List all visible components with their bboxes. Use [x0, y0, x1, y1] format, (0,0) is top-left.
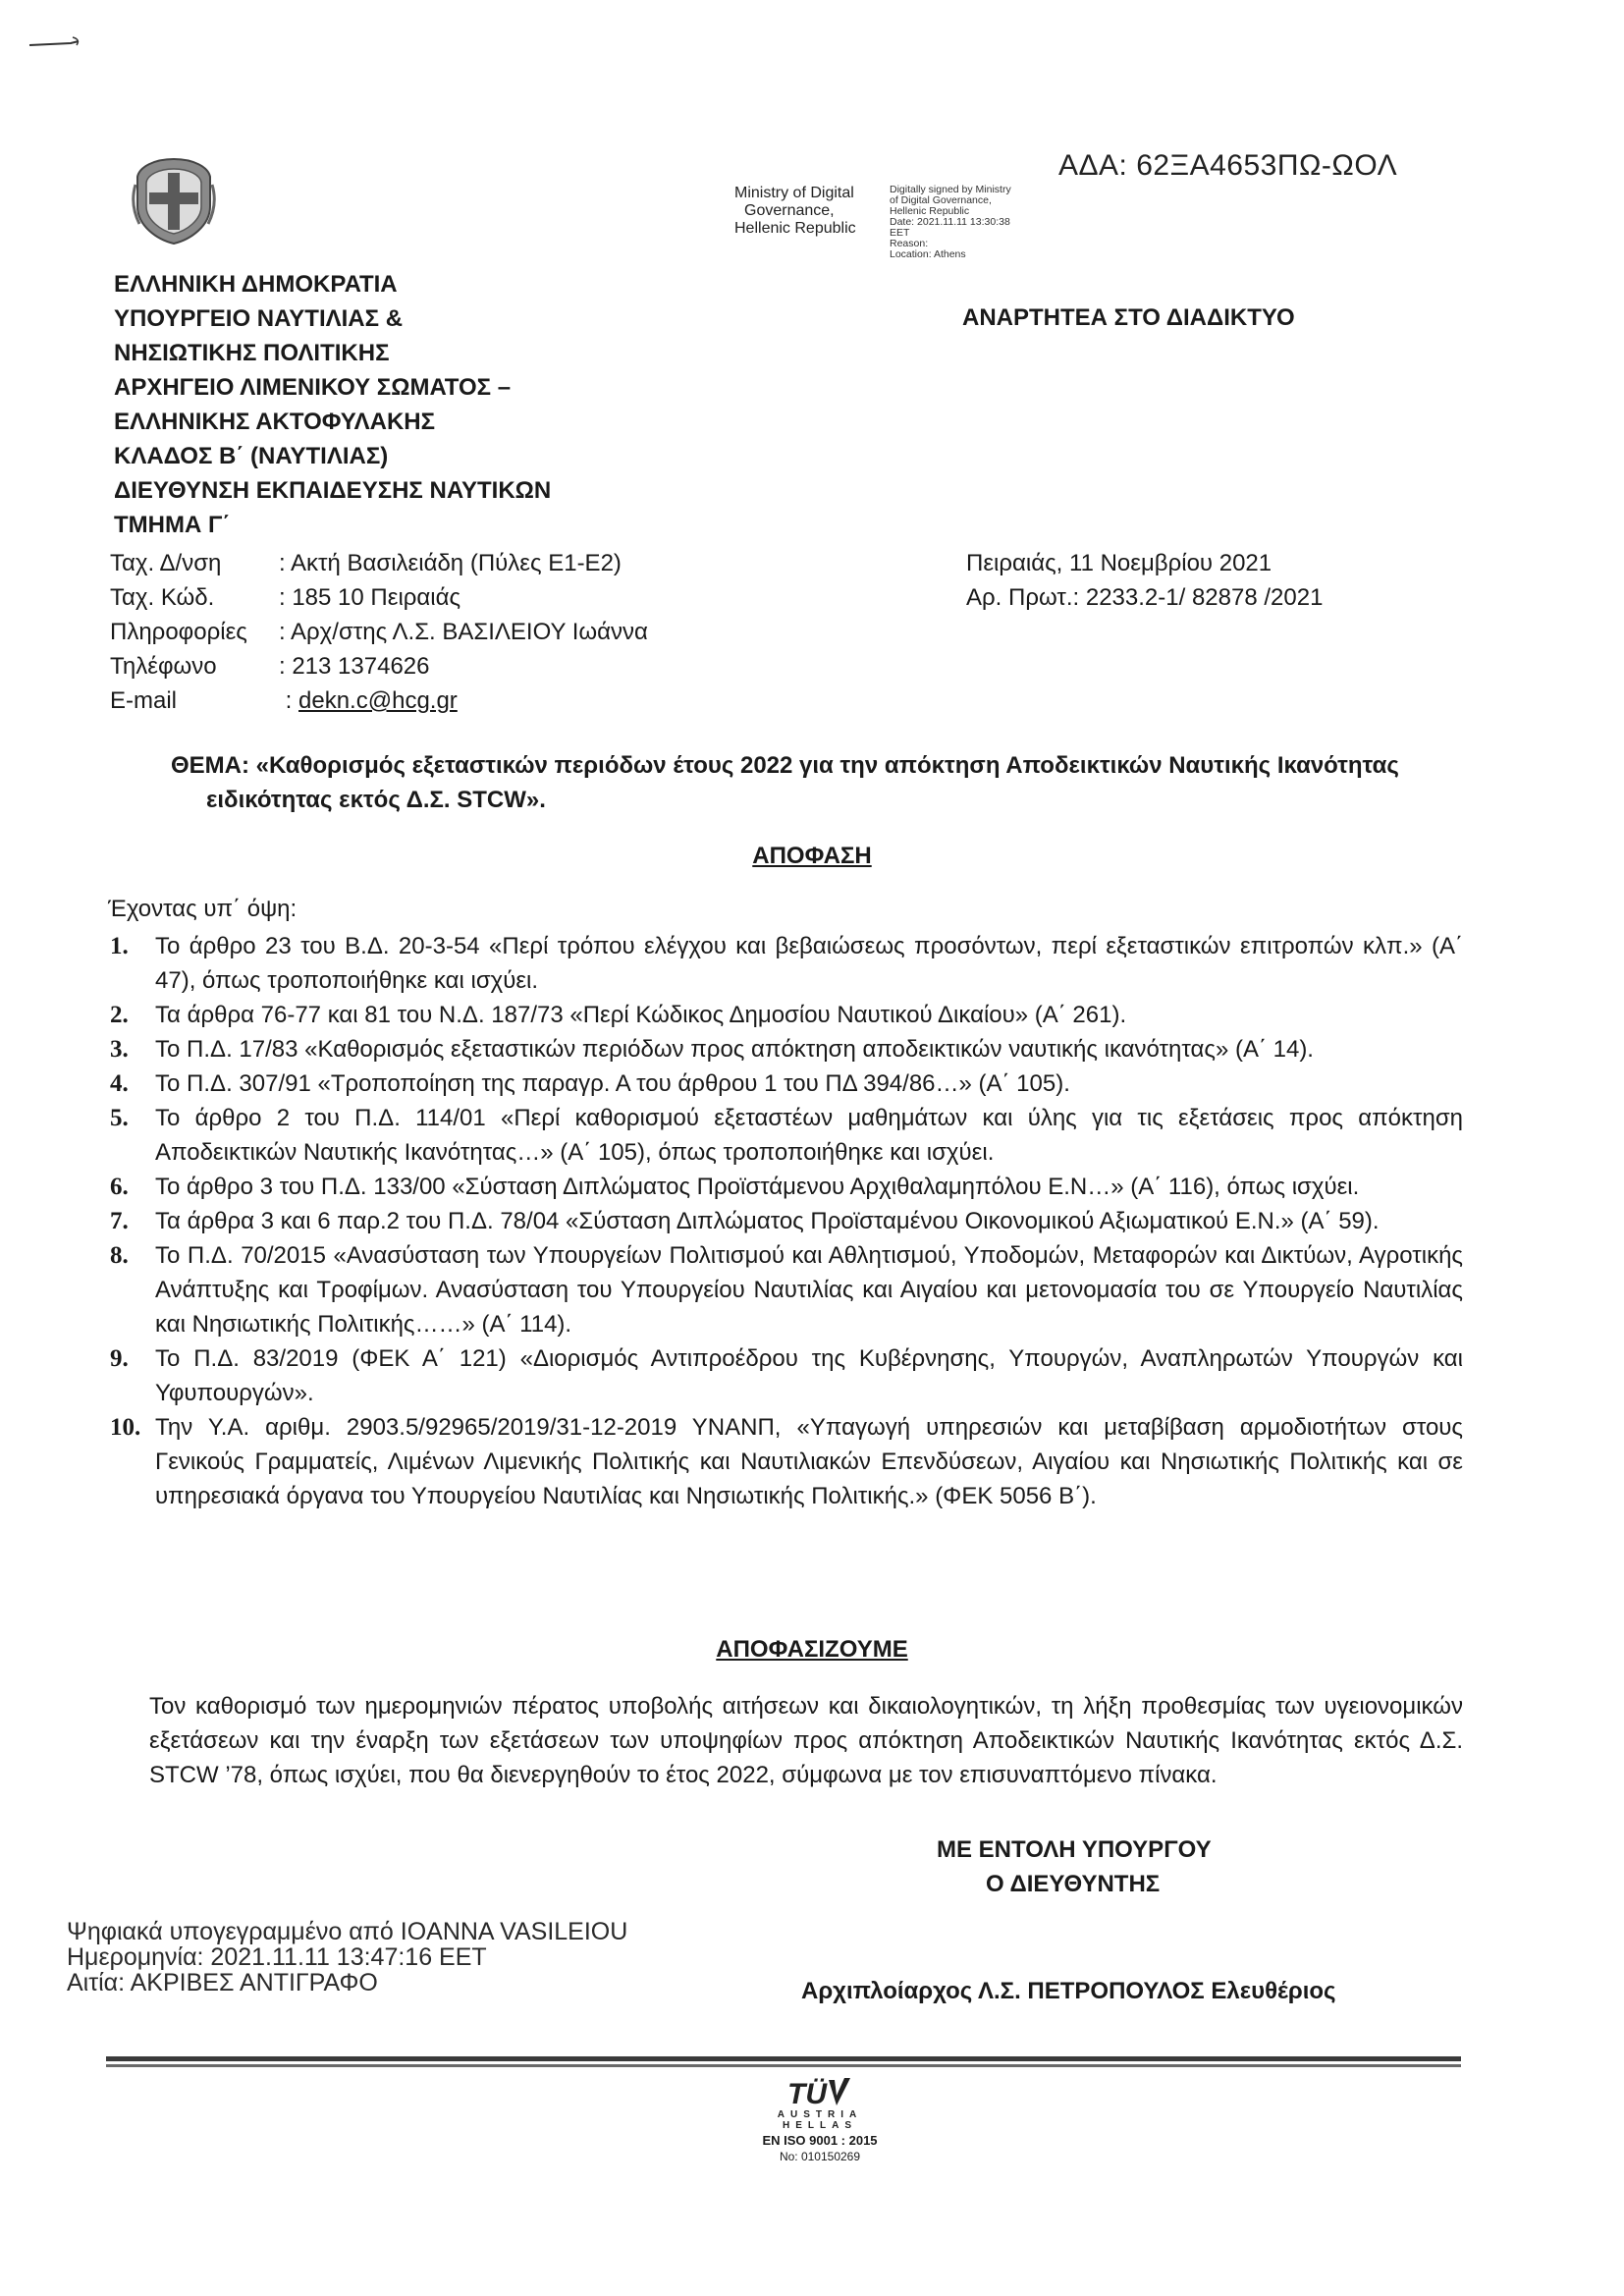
list-item: [110, 929, 1463, 998]
digsig-line: Ημερομηνία: 2021.11.11 13:47:16 EET: [67, 1943, 487, 1971]
item-number: 2.: [110, 1002, 129, 1028]
list-item: [110, 1410, 1463, 1513]
item-text: Το Π.Δ. 17/83 «Καθορισμός εξεταστικών περιόδων προς απόκτηση αποδεικτικών ναυτικής ικανότητας» (Α΄ 14).: [155, 1036, 1314, 1063]
list-item: [110, 1066, 1463, 1101]
item-number: 7.: [110, 1208, 129, 1234]
stamp-line: Hellenic Republic: [734, 220, 856, 237]
pen-mark-icon: [27, 33, 84, 51]
ada-code: ΑΔΑ: 62ΞΑ4653ΠΩ-ΩΟΛ: [1058, 149, 1398, 182]
svg-text:TÜ: TÜ: [787, 2078, 827, 2109]
stamp-line: Governance,: [744, 202, 835, 219]
item-text: Τα άρθρα 76-77 και 81 του Ν.Δ. 187/73 «Περί Κώδικος Δημοσίου Ναυτικού Δικαίου» (Α΄ 261).: [155, 1002, 1127, 1028]
we-decide-title: ΑΠΟΦΑΣΙΖΟΥΜΕ: [716, 1636, 908, 1663]
stamp-detail: Reason:: [890, 238, 929, 249]
contact-row-postcode: [110, 580, 648, 615]
stamp-detail: Location: Athens: [890, 248, 966, 260]
intro-text: Έχοντας υπ΄ όψη:: [108, 896, 298, 922]
posting-notice: ΑΝΑΡΤΗΤΕΑ ΣΤΟ ΔΙΑΔΙΚΤΥΟ: [962, 304, 1295, 331]
header-line: ΥΠΟΥΡΓΕΙΟ ΝΑΥΤΙΛΙΑΣ &: [114, 305, 404, 332]
subject-line: ΘΕΜΑ: «Καθορισμός εξεταστικών περιόδων έτους 2022 για την απόκτηση Αποδεικτικών Ναυτικής Ικανότητας: [171, 752, 1399, 779]
stamp-detail: Digitally signed by Ministry: [890, 184, 1011, 195]
list-item: [110, 1238, 1463, 1341]
list-item: [110, 1204, 1463, 1238]
signature-stamp-org: [734, 185, 856, 238]
issuer-header: [114, 267, 551, 542]
signature-stamp-details: [890, 185, 1011, 260]
digital-signature-note: [67, 1919, 627, 1995]
item-number: 9.: [110, 1345, 129, 1372]
header-line: ΚΛΑΔΟΣ Β΄ (ΝΑΥΤΙΛΙΑΣ): [114, 443, 389, 469]
contact-value: : Ακτή Βασιλειάδη (Πύλες Ε1-Ε2): [279, 550, 622, 576]
header-line: ΕΛΛΗΝΙΚΗΣ ΑΚΤΟΦΥΛΑΚΗΣ: [114, 409, 436, 435]
order-line: Ο ΔΙΕΥΘΥΝΤΗΣ: [986, 1871, 1161, 1897]
stamp-detail: Hellenic Republic: [890, 205, 970, 217]
item-text: Το άρθρο 3 του Π.Δ. 133/00 «Σύσταση Διπλώματος Προϊστάμενου Αρχιθαλαμηπόλου Ε.Ν…» (Α΄ 116), όπως ισχύει.: [155, 1174, 1360, 1200]
item-text: Το Π.Δ. 83/2019 (ΦΕΚ Α΄ 121) «Διορισμός Αντιπροέδρου της Κυβέρνησης, Υπουργών, Αναπληρωτών Υπουργών και Υφυπουργών».: [155, 1345, 1463, 1406]
header-line: ΤΜΗΜΑ Γ΄: [114, 512, 231, 538]
contact-row-address: [110, 546, 648, 580]
item-text: Το άρθρο 2 του Π.Δ. 114/01 «Περί καθορισμού εξεταστέων μαθημάτων και ύλης για τις εξετάσεις προς απόκτηση Αποδεικτικών Ναυτικής Ικανότητας…» (Α΄ 105), όπως τροποποιήθηκε και ισχύει.: [155, 1105, 1463, 1166]
contact-row-email: [110, 683, 648, 718]
item-number: 1.: [110, 933, 129, 959]
cert-standard: EN ISO 9001 : 2015: [762, 2133, 878, 2148]
email-prefix: :: [279, 687, 299, 714]
item-text: Το άρθρο 23 του Β.Δ. 20-3-54 «Περί τρόπου ελέγχου και βεβαιώσεως προσόντων, περί εξεταστικών επιτροπών κλπ.» (Α΄ 47), όπως τροποποιήθηκε και ισχύει.: [155, 933, 1463, 994]
contact-row-info: [110, 615, 648, 649]
item-text: Την Υ.Α. αριθμ. 2903.5/92965/2019/31-12-2019 ΥΝΑΝΠ, «Υπαγωγή υπηρεσιών και μεταβίβαση αρμοδιοτήτων στους Γενικούς Γραμματείς, Λιμένων Λιμενικής Πολιτικής και Ναυτιλιακών Επενδύσεων, Αιγαίου και Νησιωτικής Πολιτικής και σε υπηρεσιακά όργανα του Υπουργείου Ναυτιλίας και Νησιωτικής Πολιτικής.» (ΦΕΚ 5056 Β΄).: [155, 1414, 1463, 1509]
item-number: 6.: [110, 1174, 129, 1200]
stamp-line: Ministry of Digital: [734, 185, 854, 201]
header-line: ΔΙΕΥΘΥΝΣΗ ΕΚΠΑΙΔΕΥΣΗΣ ΝΑΥΤΙΚΩΝ: [114, 477, 552, 504]
contact-label: E-mail: [110, 687, 178, 714]
contact-value: [279, 683, 458, 718]
tuv-logo-icon: [785, 2074, 854, 2109]
stamp-detail: Date: 2021.11.11 13:30:38: [890, 216, 1010, 228]
cert-sub: AUSTRIA: [777, 2109, 863, 2120]
list-item: [110, 1170, 1463, 1204]
decision-body: Τον καθορισμό των ημερομηνιών πέρατος υποβολής αιτήσεων και δικαιολογητικών, τη λήξη προθεσμίας των υγειονομικών εξετάσεων και την έναρξη των εξετάσεων των υποψηφίων προς απόκτηση Αποδεικτικών Ναυτικής Ικανότητας εκτός Δ.Σ. STCW ’78, όπως ισχύει, που θα διενεργηθούν το έτος 2022, σύμφωνα με τον επισυναπτόμενο πίνακα.: [149, 1693, 1463, 1788]
subject: [171, 748, 1457, 817]
greek-coat-of-arms-icon: [130, 155, 218, 246]
contact-value: : 213 1374626: [279, 653, 430, 680]
contact-details: [110, 546, 648, 718]
contact-value: : Αρχ/στης Λ.Σ. ΒΑΣΙΛΕΙΟΥ Ιωάννα: [279, 619, 648, 645]
decision-title: ΑΠΟΦΑΣΗ: [752, 843, 872, 869]
cert-sub: HELLAS: [783, 2120, 857, 2131]
header-line: ΝΗΣΙΩΤΙΚΗΣ ΠΟΛΙΤΙΚΗΣ: [114, 340, 390, 366]
item-number: 5.: [110, 1105, 129, 1131]
item-number: 10.: [110, 1414, 141, 1441]
contact-label: Πληροφορίες: [110, 619, 247, 645]
item-text: Τα άρθρα 3 και 6 παρ.2 του Π.Δ. 78/04 «Σύσταση Διπλώματος Προϊσταμένου Οικονομικού Αξιωματικού Ε.Ν.» (Α΄ 59).: [155, 1208, 1380, 1234]
contact-row-phone: [110, 649, 648, 683]
item-number: 4.: [110, 1070, 129, 1097]
contact-label: Τηλέφωνο: [110, 653, 217, 680]
cert-number: No: 010150269: [779, 2150, 861, 2163]
references-list: [110, 929, 1463, 1513]
subject-line: ειδικότητας εκτός Δ.Σ. STCW».: [206, 787, 546, 813]
list-item: [110, 1032, 1463, 1066]
contact-label: Ταχ. Δ/νση: [110, 550, 222, 576]
date-block: [966, 546, 1323, 615]
stamp-detail: EET: [890, 227, 910, 239]
stamp-detail: of Digital Governance,: [890, 194, 992, 206]
header-line: ΕΛΛΗΝΙΚΗ ΔΗΜΟΚΡΑΤΙΑ: [114, 271, 398, 298]
digsig-line: Ψηφιακά υπογεγραμμένο από IOANNA VASILEIOU: [67, 1918, 628, 1945]
list-item: [110, 1101, 1463, 1170]
item-text: Το Π.Δ. 70/2015 «Ανασύσταση των Υπουργείων Πολιτισμού και Αθλητισμού, Υποδομών, Μεταφορών και Δικτύων, Αγροτικής Ανάπτυξης και Τροφίμων. Ανασύσταση του Υπουργείου Ναυτιλίας και Αιγαίου και μετονομασία του σε Υπουργείο Ναυτιλίας και Νησιωτικής Πολιτικής……» (Α΄ 114).: [155, 1242, 1463, 1338]
protocol-number: Αρ. Πρωτ.: 2233.2-1/ 82878 /2021: [966, 584, 1324, 611]
digsig-line: Αιτία: ΑΚΡΙΒΕΣ ΑΝΤΙΓΡΑΦΟ: [67, 1969, 378, 1996]
item-number: 3.: [110, 1036, 129, 1063]
list-item: [110, 1341, 1463, 1410]
place-date: Πειραιάς, 11 Νοεμβρίου 2021: [966, 550, 1272, 576]
item-number: 8.: [110, 1242, 129, 1269]
signer-name: Αρχιπλοίαρχος Λ.Σ. ΠΕΤΡΟΠΟΥΛΟΣ Ελευθέριος: [801, 1978, 1336, 2004]
order-line: ΜΕ ΕΝΤΟΛΗ ΥΠΟΥΡΓΟΥ: [937, 1836, 1212, 1863]
certification-block: [727, 2074, 913, 2163]
contact-label: Ταχ. Κώδ.: [110, 584, 215, 611]
footer-divider: [106, 2056, 1461, 2070]
item-text: Το Π.Δ. 307/91 «Τροποποίηση της παραγρ. Α του άρθρου 1 του ΠΔ 394/86…» (Α΄ 105).: [155, 1070, 1070, 1097]
list-item: [110, 998, 1463, 1032]
email-link[interactable]: dekn.c@hcg.gr: [298, 687, 458, 714]
header-line: ΑΡΧΗΓΕΙΟ ΛΙΜΕΝΙΚΟΥ ΣΩΜΑΤΟΣ –: [114, 374, 512, 401]
contact-value: : 185 10 Πειραιάς: [279, 584, 461, 611]
